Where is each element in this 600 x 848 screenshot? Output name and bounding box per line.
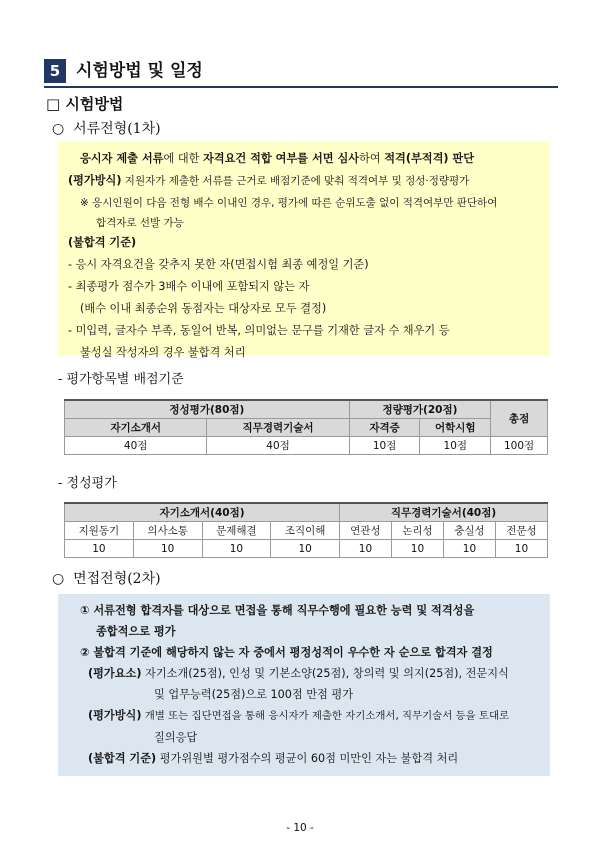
box2-method: (평가방식) 개별 또는 집단면접을 통해 응시자가 제출한 자기소개서, 직무기술서 등을 토대로	[88, 709, 510, 722]
interview-stage-title: 면접전형(2차)	[73, 571, 161, 587]
document-stage-title: 서류전형(1차)	[73, 121, 161, 137]
box1-fail-item-2-note: (배수 이내 최종순위 동점자는 대상자로 모두 결정)	[80, 302, 327, 315]
box1-fail-label: (불합격 기준)	[68, 236, 137, 249]
quantitative-header: 정량평가(20점)	[349, 400, 490, 419]
section-number: 5	[44, 59, 66, 83]
box2-method-cont: 질의응답	[154, 731, 198, 744]
table-cell: 10	[271, 540, 340, 558]
box1-note: ※ 응시인원이 다음 전형 배수 이내인 경우, 평가에 따른 순위도출 없이 적격여부만 판단하여	[80, 197, 498, 209]
table-cell: 의사소통	[133, 522, 202, 540]
checkbox-icon: □	[46, 95, 61, 113]
box1-fail-item-3: - 미입력, 글자수 부족, 동일어 반복, 의미없는 문구를 기재한 글자 수 채우기 등	[68, 324, 450, 337]
table-cell: 전문성	[495, 522, 547, 540]
table-cell: 연관성	[340, 522, 392, 540]
qualitative-table	[64, 502, 548, 558]
interview-box	[58, 594, 550, 776]
document-screening-box	[58, 142, 550, 359]
total-header: 총점	[491, 400, 548, 437]
score-criteria-table	[64, 399, 548, 455]
table-cell: 100점	[491, 437, 548, 455]
box2-item-1: ① 서류전형 합격자를 대상으로 면접을 통해 직무수행에 필요한 능력 및 적격성을	[80, 604, 475, 617]
box1-line-1: 응시자 제출 서류에 대한 자격요건 적합 여부를 서면 심사하여 적격(부적격) 판단	[80, 152, 475, 165]
col-language: 어학시험	[420, 419, 491, 437]
box2-elements: (평가요소) 자기소개(25점), 인성 및 기본소양(25점), 창의력 및 의지(25점), 전문지식	[88, 667, 509, 680]
subsection-heading	[46, 93, 123, 114]
circle-bullet-icon: ○	[52, 571, 65, 587]
section-title: 시험방법 및 일정	[76, 61, 203, 81]
table-cell: 10점	[349, 437, 420, 455]
interview-stage-heading	[52, 568, 161, 588]
table-cell: 40점	[65, 437, 207, 455]
table-cell: 10	[495, 540, 547, 558]
qualitative-heading: - 정성평가	[58, 476, 117, 491]
table-cell: 10	[391, 540, 443, 558]
col-certificate: 자격증	[349, 419, 420, 437]
table-cell: 40점	[207, 437, 349, 455]
box1-fail-item-3-cont: 불성실 작성자의 경우 불합격 처리	[80, 346, 246, 359]
box2-item-1-cont: 종합적으로 평가	[96, 625, 176, 638]
table-cell: 논리성	[391, 522, 443, 540]
col-career: 직무경력기술서	[207, 419, 349, 437]
document-stage-heading	[52, 118, 161, 138]
page-number: - 10 -	[286, 822, 314, 834]
box2-fail: (불합격 기준) 평가위원별 평가점수의 평균이 60점 미만인 자는 불합격 처리	[88, 752, 459, 765]
table-cell: 10	[443, 540, 495, 558]
box1-note-cont: 합격자로 선발 가능	[96, 217, 184, 229]
table-cell: 조직이해	[271, 522, 340, 540]
qualitative-header: 정성평가(80점)	[65, 400, 350, 419]
score-criteria-heading: - 평가항목별 배점기준	[58, 372, 184, 387]
table-cell: 10점	[420, 437, 491, 455]
box1-fail-item-1: - 응시 자격요건을 갖추지 못한 자(면접시험 최종 예정일 기준)	[68, 258, 369, 271]
table-cell: 10	[202, 540, 271, 558]
circle-bullet-icon: ○	[52, 121, 65, 137]
box2-elements-cont: 및 업무능력(25점)으로 100점 만점 평가	[154, 688, 354, 701]
table-cell: 문제해결	[202, 522, 271, 540]
box1-fail-item-2: - 최종평가 점수가 3배수 이내에 포함되지 않는 자	[68, 280, 310, 293]
group-self-intro: 자기소개서(40점)	[65, 503, 340, 522]
table-cell: 10	[133, 540, 202, 558]
box1-line-2: (평가방식) 지원자가 제출한 서류를 근거로 배점기준에 맞춰 적격여부 및 정성·정량평가	[68, 174, 470, 187]
subsection-title: 시험방법	[65, 95, 124, 113]
section-divider	[44, 86, 558, 88]
col-self-intro: 자기소개서	[65, 419, 207, 437]
table-cell: 10	[340, 540, 392, 558]
section-header	[44, 57, 558, 85]
table-cell: 충실성	[443, 522, 495, 540]
group-career: 직무경력기술서(40점)	[340, 503, 548, 522]
table-cell: 10	[65, 540, 134, 558]
box2-item-2: ② 불합격 기준에 해당하지 않는 자 중에서 평정성적이 우수한 자 순으로 합격자 결정	[80, 646, 493, 659]
table-cell: 지원동기	[65, 522, 134, 540]
